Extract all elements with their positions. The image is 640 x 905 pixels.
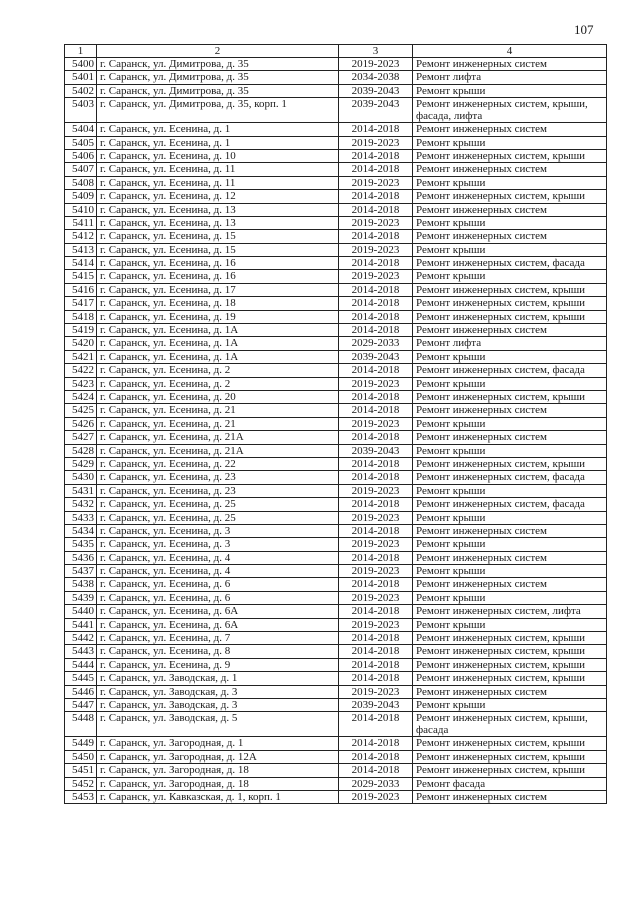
row-number: 5428: [65, 444, 97, 457]
table-row: [65, 243, 607, 256]
row-address: г. Саранск, ул. Есенина, д. 8: [97, 645, 339, 658]
row-number: 5431: [65, 484, 97, 497]
row-address: г. Саранск, ул. Есенина, д. 6: [97, 591, 339, 604]
table-row: [65, 538, 607, 551]
row-number: 5415: [65, 270, 97, 283]
row-period: 2039-2043: [339, 444, 413, 457]
table-row: [65, 431, 607, 444]
table-row: [65, 471, 607, 484]
row-address: г. Саранск, ул. Есенина, д. 11: [97, 163, 339, 176]
row-work: Ремонт инженерных систем, крыши: [413, 750, 607, 763]
row-period: 2014-2018: [339, 737, 413, 750]
row-address: г. Саранск, ул. Есенина, д. 15: [97, 243, 339, 256]
row-period: 2014-2018: [339, 203, 413, 216]
row-number: 5417: [65, 297, 97, 310]
table-row: [65, 190, 607, 203]
row-work: Ремонт инженерных систем, фасада: [413, 498, 607, 511]
row-work: Ремонт крыши: [413, 417, 607, 430]
table-row: [65, 257, 607, 270]
table-row: [65, 98, 607, 123]
row-period: 2039-2043: [339, 84, 413, 97]
row-number: 5414: [65, 257, 97, 270]
row-work: Ремонт лифта: [413, 71, 607, 84]
row-period: 2014-2018: [339, 123, 413, 136]
row-work: Ремонт крыши: [413, 698, 607, 711]
table-row: [65, 737, 607, 750]
table-row: [65, 777, 607, 790]
row-work: Ремонт инженерных систем, фасада: [413, 364, 607, 377]
row-number: 5444: [65, 658, 97, 671]
row-address: г. Саранск, ул. Есенина, д. 16: [97, 257, 339, 270]
row-address: г. Саранск, ул. Есенина, д. 18: [97, 297, 339, 310]
table-row: [65, 672, 607, 685]
table-row: [65, 176, 607, 189]
row-period: 2019-2023: [339, 58, 413, 71]
table-row: [65, 390, 607, 403]
row-period: 2014-2018: [339, 457, 413, 470]
table-row: [65, 149, 607, 162]
row-work: Ремонт инженерных систем: [413, 551, 607, 564]
row-number: 5442: [65, 632, 97, 645]
row-work: Ремонт инженерных систем, крыши: [413, 390, 607, 403]
table-row: [65, 632, 607, 645]
row-address: г. Саранск, ул. Есенина, д. 12: [97, 190, 339, 203]
row-work: Ремонт инженерных систем, крыши: [413, 737, 607, 750]
row-period: 2014-2018: [339, 364, 413, 377]
row-number: 5402: [65, 84, 97, 97]
row-work: Ремонт крыши: [413, 538, 607, 551]
row-period: 2014-2018: [339, 230, 413, 243]
table-row: [65, 71, 607, 84]
row-address: г. Саранск, ул. Есенина, д. 21А: [97, 431, 339, 444]
row-work: Ремонт инженерных систем: [413, 431, 607, 444]
table-row: [65, 578, 607, 591]
row-work: Ремонт инженерных систем: [413, 203, 607, 216]
row-period: 2019-2023: [339, 136, 413, 149]
row-period: 2014-2018: [339, 163, 413, 176]
row-work: Ремонт инженерных систем, крыши: [413, 658, 607, 671]
row-period: 2014-2018: [339, 764, 413, 777]
row-work: Ремонт крыши: [413, 377, 607, 390]
row-period: 2019-2023: [339, 176, 413, 189]
table-row: [65, 645, 607, 658]
table-row: [65, 203, 607, 216]
row-work: Ремонт инженерных систем: [413, 324, 607, 337]
row-address: г. Саранск, ул. Заводская, д. 5: [97, 712, 339, 737]
row-address: г. Саранск, ул. Есенина, д. 3: [97, 524, 339, 537]
table-row: [65, 484, 607, 497]
row-address: г. Саранск, ул. Заводская, д. 3: [97, 685, 339, 698]
table-header-row: [65, 45, 607, 58]
table-row: [65, 283, 607, 296]
row-address: г. Саранск, ул. Есенина, д. 20: [97, 390, 339, 403]
row-period: 2014-2018: [339, 283, 413, 296]
row-work: Ремонт крыши: [413, 591, 607, 604]
table-row: [65, 417, 607, 430]
row-number: 5424: [65, 390, 97, 403]
row-period: 2014-2018: [339, 471, 413, 484]
row-number: 5411: [65, 216, 97, 229]
table-row: [65, 350, 607, 363]
row-work: Ремонт инженерных систем, лифта: [413, 605, 607, 618]
row-period: 2014-2018: [339, 578, 413, 591]
row-number: 5420: [65, 337, 97, 350]
row-period: 2039-2043: [339, 698, 413, 711]
row-address: г. Саранск, ул. Есенина, д. 13: [97, 203, 339, 216]
table-row: [65, 498, 607, 511]
row-period: 2014-2018: [339, 431, 413, 444]
row-period: 2014-2018: [339, 658, 413, 671]
row-period: 2019-2023: [339, 511, 413, 524]
row-work: Ремонт инженерных систем, крыши: [413, 764, 607, 777]
row-period: 2039-2043: [339, 350, 413, 363]
row-address: г. Саранск, ул. Есенина, д. 6А: [97, 605, 339, 618]
row-number: 5426: [65, 417, 97, 430]
row-number: 5440: [65, 605, 97, 618]
row-number: 5430: [65, 471, 97, 484]
table-row: [65, 698, 607, 711]
row-period: 2019-2023: [339, 417, 413, 430]
row-address: г. Саранск, ул. Есенина, д. 1А: [97, 324, 339, 337]
table-row: [65, 404, 607, 417]
row-period: 2014-2018: [339, 390, 413, 403]
row-address: г. Саранск, ул. Есенина, д. 1: [97, 136, 339, 149]
row-number: 5450: [65, 750, 97, 763]
row-number: 5449: [65, 737, 97, 750]
table-row: [65, 712, 607, 737]
table-row: [65, 444, 607, 457]
row-number: 5443: [65, 645, 97, 658]
row-address: г. Саранск, ул. Есенина, д. 1А: [97, 350, 339, 363]
row-period: 2014-2018: [339, 712, 413, 737]
table-row: [65, 457, 607, 470]
row-address: г. Саранск, ул. Есенина, д. 1: [97, 123, 339, 136]
row-work: Ремонт крыши: [413, 444, 607, 457]
row-number: 5439: [65, 591, 97, 604]
row-work: Ремонт крыши: [413, 350, 607, 363]
row-period: 2019-2023: [339, 216, 413, 229]
table-row: [65, 685, 607, 698]
row-address: г. Саранск, ул. Есенина, д. 1А: [97, 337, 339, 350]
row-address: г. Саранск, ул. Есенина, д. 25: [97, 498, 339, 511]
row-address: г. Саранск, ул. Есенина, д. 3: [97, 538, 339, 551]
row-period: 2014-2018: [339, 672, 413, 685]
row-address: г. Саранск, ул. Есенина, д. 11: [97, 176, 339, 189]
row-work: Ремонт крыши: [413, 243, 607, 256]
row-work: Ремонт инженерных систем: [413, 685, 607, 698]
row-period: 2014-2018: [339, 257, 413, 270]
row-address: г. Саранск, ул. Есенина, д. 19: [97, 310, 339, 323]
row-work: Ремонт инженерных систем, крыши: [413, 632, 607, 645]
row-work: Ремонт инженерных систем, крыши: [413, 297, 607, 310]
repair-schedule-table: [64, 44, 607, 804]
row-number: 5447: [65, 698, 97, 711]
row-address: г. Саранск, ул. Есенина, д. 17: [97, 283, 339, 296]
page-number: 107: [574, 22, 594, 37]
table-row: [65, 58, 607, 71]
row-address: г. Саранск, ул. Заводская, д. 3: [97, 698, 339, 711]
table-row: [65, 136, 607, 149]
row-period: 2014-2018: [339, 404, 413, 417]
row-address: г. Саранск, ул. Есенина, д. 6: [97, 578, 339, 591]
row-work: Ремонт крыши: [413, 176, 607, 189]
row-address: г. Саранск, ул. Есенина, д. 13: [97, 216, 339, 229]
header-col-4: 4: [413, 45, 607, 58]
row-number: 5401: [65, 71, 97, 84]
row-address: г. Саранск, ул. Есенина, д. 23: [97, 484, 339, 497]
row-period: 2019-2023: [339, 538, 413, 551]
row-address: г. Саранск, ул. Есенина, д. 16: [97, 270, 339, 283]
row-address: г. Саранск, ул. Димитрова, д. 35, корп. 1: [97, 98, 339, 123]
row-period: 2014-2018: [339, 632, 413, 645]
table-row: [65, 297, 607, 310]
row-work: Ремонт крыши: [413, 484, 607, 497]
row-number: 5421: [65, 350, 97, 363]
row-number: 5404: [65, 123, 97, 136]
row-work: Ремонт инженерных систем: [413, 58, 607, 71]
row-number: 5446: [65, 685, 97, 698]
row-address: г. Саранск, ул. Есенина, д. 21: [97, 417, 339, 430]
row-number: 5418: [65, 310, 97, 323]
table-row: [65, 84, 607, 97]
table-row: [65, 658, 607, 671]
table-row: [65, 364, 607, 377]
row-work: Ремонт инженерных систем: [413, 404, 607, 417]
row-period: 2019-2023: [339, 377, 413, 390]
row-work: Ремонт инженерных систем, крыши: [413, 310, 607, 323]
row-work: Ремонт лифта: [413, 337, 607, 350]
row-number: 5406: [65, 149, 97, 162]
table-row: [65, 511, 607, 524]
row-address: г. Саранск, ул. Есенина, д. 22: [97, 457, 339, 470]
row-work: Ремонт инженерных систем: [413, 524, 607, 537]
row-work: Ремонт крыши: [413, 84, 607, 97]
row-number: 5432: [65, 498, 97, 511]
row-period: 2019-2023: [339, 618, 413, 631]
table-row: [65, 605, 607, 618]
row-address: г. Саранск, ул. Димитрова, д. 35: [97, 58, 339, 71]
row-number: 5453: [65, 790, 97, 803]
row-number: 5448: [65, 712, 97, 737]
row-number: 5438: [65, 578, 97, 591]
row-work: Ремонт инженерных систем, крыши: [413, 457, 607, 470]
row-address: г. Саранск, ул. Заводская, д. 1: [97, 672, 339, 685]
table-row: [65, 337, 607, 350]
row-number: 5451: [65, 764, 97, 777]
row-work: Ремонт инженерных систем: [413, 123, 607, 136]
table-row: [65, 163, 607, 176]
row-period: 2014-2018: [339, 645, 413, 658]
row-number: 5412: [65, 230, 97, 243]
row-number: 5419: [65, 324, 97, 337]
row-address: г. Саранск, ул. Димитрова, д. 35: [97, 71, 339, 84]
table-row: [65, 618, 607, 631]
table-row: [65, 216, 607, 229]
table-row: [65, 591, 607, 604]
row-number: 5429: [65, 457, 97, 470]
row-period: 2029-2033: [339, 777, 413, 790]
row-number: 5416: [65, 283, 97, 296]
row-number: 5452: [65, 777, 97, 790]
row-address: г. Саранск, ул. Есенина, д. 23: [97, 471, 339, 484]
row-work: Ремонт инженерных систем: [413, 578, 607, 591]
row-period: 2019-2023: [339, 790, 413, 803]
row-period: 2019-2023: [339, 243, 413, 256]
table-row: [65, 230, 607, 243]
row-period: 2019-2023: [339, 484, 413, 497]
row-period: 2014-2018: [339, 551, 413, 564]
row-address: г. Саранск, ул. Есенина, д. 10: [97, 149, 339, 162]
row-work: Ремонт крыши: [413, 618, 607, 631]
table-row: [65, 377, 607, 390]
row-work: Ремонт инженерных систем, крыши: [413, 645, 607, 658]
row-address: г. Саранск, ул. Есенина, д. 4: [97, 551, 339, 564]
row-address: г. Саранск, ул. Кавказская, д. 1, корп. 1: [97, 790, 339, 803]
row-number: 5427: [65, 431, 97, 444]
row-work: Ремонт инженерных систем, фасада: [413, 471, 607, 484]
row-period: 2019-2023: [339, 591, 413, 604]
row-work: Ремонт инженерных систем, крыши: [413, 149, 607, 162]
row-period: 2014-2018: [339, 498, 413, 511]
row-number: 5433: [65, 511, 97, 524]
row-period: 2014-2018: [339, 605, 413, 618]
row-period: 2014-2018: [339, 524, 413, 537]
row-address: г. Саранск, ул. Есенина, д. 21А: [97, 444, 339, 457]
row-work: Ремонт крыши: [413, 216, 607, 229]
table-row: [65, 123, 607, 136]
table-row: [65, 750, 607, 763]
row-number: 5422: [65, 364, 97, 377]
row-address: г. Саранск, ул. Загородная, д. 18: [97, 764, 339, 777]
row-number: 5434: [65, 524, 97, 537]
row-address: г. Саранск, ул. Есенина, д. 9: [97, 658, 339, 671]
row-number: 5405: [65, 136, 97, 149]
row-number: 5441: [65, 618, 97, 631]
row-period: 2014-2018: [339, 149, 413, 162]
row-period: 2014-2018: [339, 190, 413, 203]
row-work: Ремонт инженерных систем: [413, 230, 607, 243]
row-period: 2014-2018: [339, 310, 413, 323]
row-number: 5435: [65, 538, 97, 551]
row-work: Ремонт крыши: [413, 136, 607, 149]
row-work: Ремонт инженерных систем, крыши: [413, 283, 607, 296]
row-address: г. Саранск, ул. Загородная, д. 18: [97, 777, 339, 790]
row-work: Ремонт крыши: [413, 270, 607, 283]
row-period: 2029-2033: [339, 337, 413, 350]
row-address: г. Саранск, ул. Есенина, д. 25: [97, 511, 339, 524]
row-address: г. Саранск, ул. Димитрова, д. 35: [97, 84, 339, 97]
row-work: Ремонт фасада: [413, 777, 607, 790]
row-work: Ремонт инженерных систем, крыши: [413, 190, 607, 203]
header-col-3: 3: [339, 45, 413, 58]
row-period: 2014-2018: [339, 750, 413, 763]
table-row: [65, 551, 607, 564]
row-period: 2014-2018: [339, 297, 413, 310]
row-address: г. Саранск, ул. Загородная, д. 1: [97, 737, 339, 750]
row-address: г. Саранск, ул. Есенина, д. 2: [97, 364, 339, 377]
row-work: Ремонт инженерных систем: [413, 790, 607, 803]
row-work: Ремонт крыши: [413, 511, 607, 524]
table-row: [65, 565, 607, 578]
row-period: 2019-2023: [339, 270, 413, 283]
row-address: г. Саранск, ул. Есенина, д. 6А: [97, 618, 339, 631]
row-work: Ремонт инженерных систем, крыши, фасада: [413, 712, 607, 737]
row-address: г. Саранск, ул. Есенина, д. 7: [97, 632, 339, 645]
header-col-2: 2: [97, 45, 339, 58]
row-number: 5410: [65, 203, 97, 216]
row-address: г. Саранск, ул. Есенина, д. 2: [97, 377, 339, 390]
table-row: [65, 324, 607, 337]
row-period: 2039-2043: [339, 98, 413, 123]
row-work: Ремонт крыши: [413, 565, 607, 578]
row-number: 5407: [65, 163, 97, 176]
row-address: г. Саранск, ул. Есенина, д. 4: [97, 565, 339, 578]
row-number: 5425: [65, 404, 97, 417]
header-col-1: 1: [65, 45, 97, 58]
row-number: 5413: [65, 243, 97, 256]
row-work: Ремонт инженерных систем, крыши: [413, 672, 607, 685]
row-number: 5445: [65, 672, 97, 685]
row-period: 2019-2023: [339, 565, 413, 578]
table-row: [65, 524, 607, 537]
row-number: 5436: [65, 551, 97, 564]
table-row: [65, 764, 607, 777]
row-number: 5423: [65, 377, 97, 390]
row-period: 2014-2018: [339, 324, 413, 337]
row-work: Ремонт инженерных систем, крыши, фасада, лифта: [413, 98, 607, 123]
row-number: 5437: [65, 565, 97, 578]
table-body: [65, 58, 607, 804]
row-period: 2034-2038: [339, 71, 413, 84]
table-row: [65, 270, 607, 283]
row-address: г. Саранск, ул. Загородная, д. 12А: [97, 750, 339, 763]
row-number: 5409: [65, 190, 97, 203]
table-row: [65, 790, 607, 803]
table-row: [65, 310, 607, 323]
row-number: 5403: [65, 98, 97, 123]
row-address: г. Саранск, ул. Есенина, д. 21: [97, 404, 339, 417]
row-period: 2019-2023: [339, 685, 413, 698]
row-number: 5400: [65, 58, 97, 71]
row-work: Ремонт инженерных систем, фасада: [413, 257, 607, 270]
row-address: г. Саранск, ул. Есенина, д. 15: [97, 230, 339, 243]
row-number: 5408: [65, 176, 97, 189]
row-work: Ремонт инженерных систем: [413, 163, 607, 176]
